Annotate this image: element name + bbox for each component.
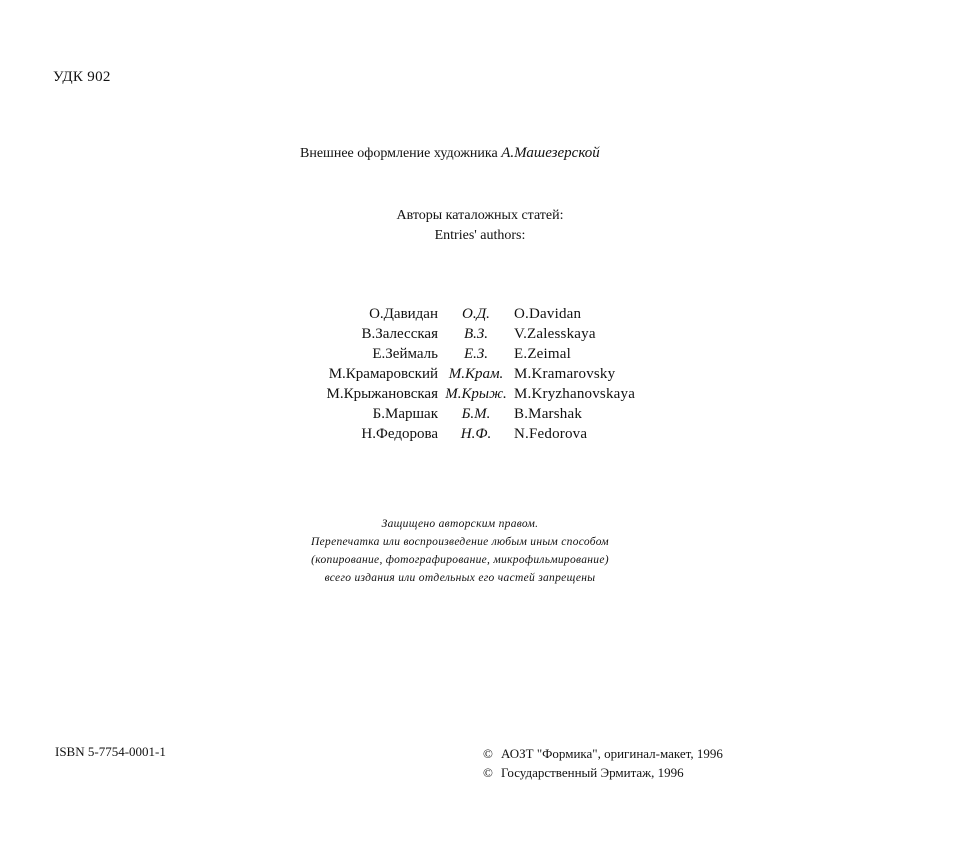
author-name-ru: Н.Федорова <box>361 426 438 442</box>
udk-code: УДК 902 <box>53 69 111 85</box>
author-name-ru: М.Крамаровский <box>328 366 438 382</box>
author-abbreviation: О.Д. <box>462 306 490 322</box>
author-name-en: O.Davidan <box>514 306 582 322</box>
author-row <box>290 304 680 324</box>
author-name-ru: Е.Зеймаль <box>372 346 438 362</box>
designer-credit-prefix: Внешнее оформление художника <box>300 146 498 161</box>
author-row <box>290 404 680 424</box>
authors-heading-ru: Авторы каталожных статей: <box>396 208 564 223</box>
author-name-ru: О.Давидан <box>369 306 438 322</box>
author-abbreviation: Н.Ф. <box>460 426 492 442</box>
credit-text: АОЗТ "Формика", оригинал-макет, 1996 <box>501 746 723 761</box>
author-name-en: M.Kramarovsky <box>514 366 616 382</box>
author-name-ru: М.Крыжановская <box>326 386 438 402</box>
author-name-en: N.Fedorova <box>514 426 588 442</box>
designer-credit <box>300 145 680 162</box>
authors-heading <box>280 206 680 246</box>
copyright-symbol-icon: © <box>483 746 493 761</box>
author-name-ru: Б.Маршак <box>372 406 438 422</box>
copyright-notice-line: Перепечатка или воспроизведение любым иным способом <box>311 536 609 548</box>
author-row <box>290 384 680 404</box>
author-abbreviation: Б.М. <box>461 406 491 422</box>
isbn: ISBN 5-7754-0001-1 <box>55 744 166 759</box>
author-row <box>290 424 680 444</box>
author-name-en: V.Zalesskaya <box>514 326 596 342</box>
copyright-notice <box>250 515 670 587</box>
author-row <box>290 344 680 364</box>
author-abbreviation: М.Крыж. <box>445 386 507 402</box>
copyright-notice-line: Защищено авторским правом. <box>381 518 539 530</box>
credit-line <box>483 763 723 782</box>
copyright-notice-line: (копирование, фотографирование, микрофильмирование) <box>311 554 609 566</box>
authors-heading-en: Entries' authors: <box>434 228 526 243</box>
author-name-ru: В.Залесская <box>361 326 438 342</box>
designer-name: А.Машезерской <box>501 145 600 161</box>
copyright-notice-line: всего издания или отдельных его частей запрещены <box>324 572 596 584</box>
author-name-en: M.Kryzhanovskaya <box>514 386 636 402</box>
author-abbreviation: М.Крам. <box>448 366 504 382</box>
author-abbreviation: В.З. <box>463 326 489 342</box>
authors-table <box>290 304 680 444</box>
copyright-symbol-icon: © <box>483 765 493 780</box>
author-row <box>290 324 680 344</box>
credit-line <box>483 744 723 763</box>
author-name-en: E.Zeimal <box>514 346 571 362</box>
author-abbreviation: Е.З. <box>463 346 489 362</box>
author-name-en: B.Marshak <box>514 406 583 422</box>
credit-text: Государственный Эрмитаж, 1996 <box>501 765 684 780</box>
author-row <box>290 364 680 384</box>
copyright-credits <box>483 744 723 782</box>
